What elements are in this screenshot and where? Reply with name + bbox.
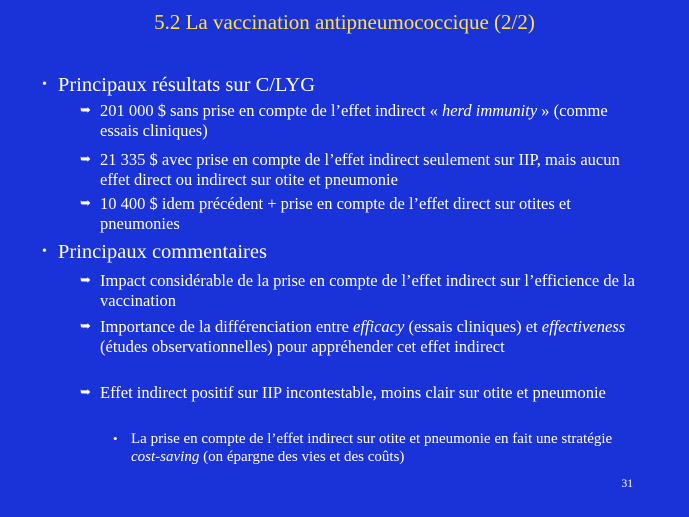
result-item-1	[80, 101, 640, 141]
page-number: 31	[621, 478, 633, 490]
arrow-bullet-icon: ➥	[80, 273, 91, 288]
bullet-dot-icon: •	[42, 77, 47, 92]
section-heading-comments	[42, 240, 267, 267]
arrow-bullet-icon: ➥	[80, 103, 91, 118]
comment-subitem	[113, 430, 633, 466]
arrow-bullet-icon: ➥	[80, 385, 91, 400]
bullet-dot-icon: •	[42, 244, 47, 259]
result-item-text: 21 335 $ avec prise en compte de l’effet indirect seulement sur IIP, mais aucun effet direct ou indirect sur otite et pneumonie	[100, 150, 620, 189]
comment-item-text: Effet indirect positif sur IIP incontestable, moins clair sur otite et pneumonie	[100, 383, 606, 402]
comment-item-2	[80, 317, 640, 357]
comment-item-text: Importance de la différenciation entre efficacy (essais cliniques) et effectiveness (études observationnelles) pour appréhender cet effet indirect	[100, 317, 626, 356]
section-heading-text: Principaux commentaires	[58, 241, 267, 263]
arrow-bullet-icon: ➥	[80, 152, 91, 167]
result-item-text: 201 000 $ sans prise en compte de l’effet indirect « herd immunity » (comme essais cliniques)	[100, 101, 608, 140]
arrow-bullet-icon: ➥	[80, 319, 91, 334]
slide-title: 5.2 La vaccination antipneumococcique (2/2)	[154, 10, 535, 34]
comment-item-3	[80, 383, 640, 403]
result-item-3	[80, 194, 640, 234]
bullet-dot-icon: •	[113, 431, 118, 446]
arrow-bullet-icon: ➥	[80, 196, 91, 211]
comment-subitem-text: La prise en compte de l’effet indirect sur otite et pneumonie en fait une stratégie cost-saving (on épargne des vies et des coûts)	[131, 431, 613, 465]
result-item-2	[80, 150, 640, 190]
comment-item-1	[80, 271, 640, 311]
section-heading-results	[42, 73, 315, 100]
result-item-text: 10 400 $ idem précédent + prise en compte de l’effet direct sur otites et pneumonies	[100, 194, 571, 233]
comment-item-text: Impact considérable de la prise en compte de l’effet indirect sur l’efficience de la vaccination	[100, 271, 635, 310]
section-heading-text: Principaux résultats sur C/LYG	[58, 74, 316, 96]
